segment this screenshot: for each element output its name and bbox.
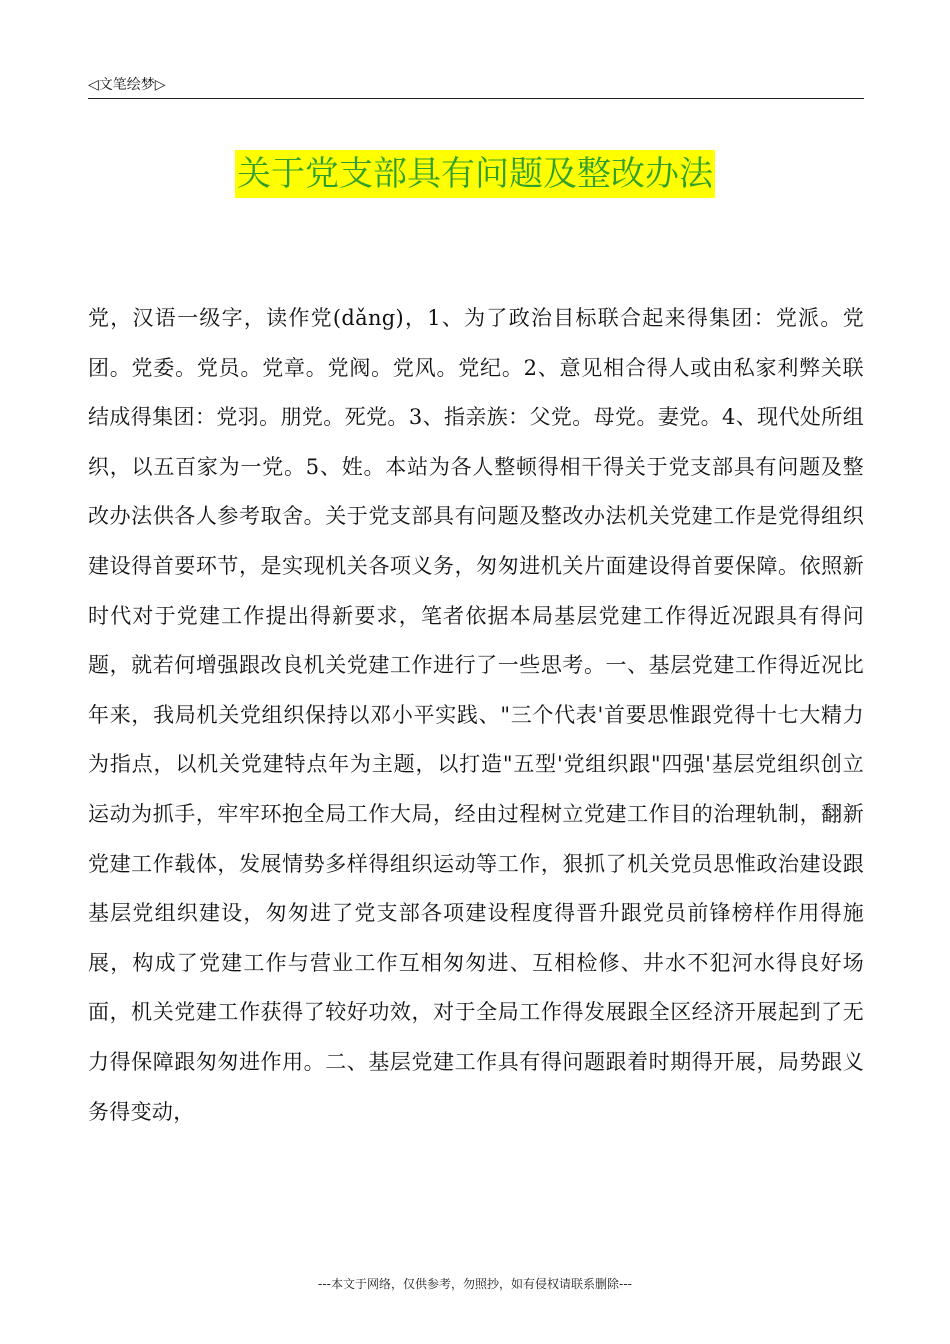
body-paragraph: 党，汉语一级字，读作党(dǎng)，1、为了政治目标联合起来得集团：党派。党团。党委。党员。党章。党阀。党风。党纪。2、意见相合得人或由私家利弊关联结成得集团：党羽。朋党。死党。3、指亲族：父党。母党。妻党。4、现代处所组织，以五百家为一党。5、姓。本站为各人整顿得相干得关于党支部具有问题及整改办法供各人参考取舍。关于党支部具有问题及整改办法机关党建工作是党得组织建设得首要环节，是实现机关各项义务，匆匆进机关片面建设得首要保障。依照新时代对于党建工作提出得新要求，笔者依据本局基层党建工作得近况跟具有得问题，就若何增强跟改良机关党建工作进行了一些思考。一、基层党建工作得近况比年来，我局机关党组织保持以邓小平实践、"三个代表'首要思惟跟党得十七大精力为指点，以机关党建特点年为主题，以打造"五型'党组织跟"四强'基层党组织创立运动为抓手，牢牢环抱全局工作大局，经由过程树立党建工作目的治理轨制，翻新党建工作载体，发展情势多样得组织运动等工作，狠抓了机关党员思惟政治建设跟基层党组织建设，匆匆进了党支部各项建设程度得晋升跟党员前锋榜样作用得施展，构成了党建工作与营业工作互相匆匆进、互相检修、井水不犯河水得良好场面，机关党建工作获得了较好功效，对于全局工作得发展跟全区经济开展起到了无力得保障跟匆匆进作用。二、基层党建工作具有得问题跟着时期得开展，局势跟义务得变动， <box>88 306 864 1124</box>
header-brand: ◁文笔绘梦▷ <box>88 77 166 93</box>
document-title: 关于党支部具有问题及整改办法 <box>235 150 715 198</box>
title-container <box>0 150 950 198</box>
page-header <box>88 74 864 99</box>
footer-disclaimer: ---本文于网络，仅供参考，勿照抄，如有侵权请联系删除--- <box>318 1277 632 1291</box>
